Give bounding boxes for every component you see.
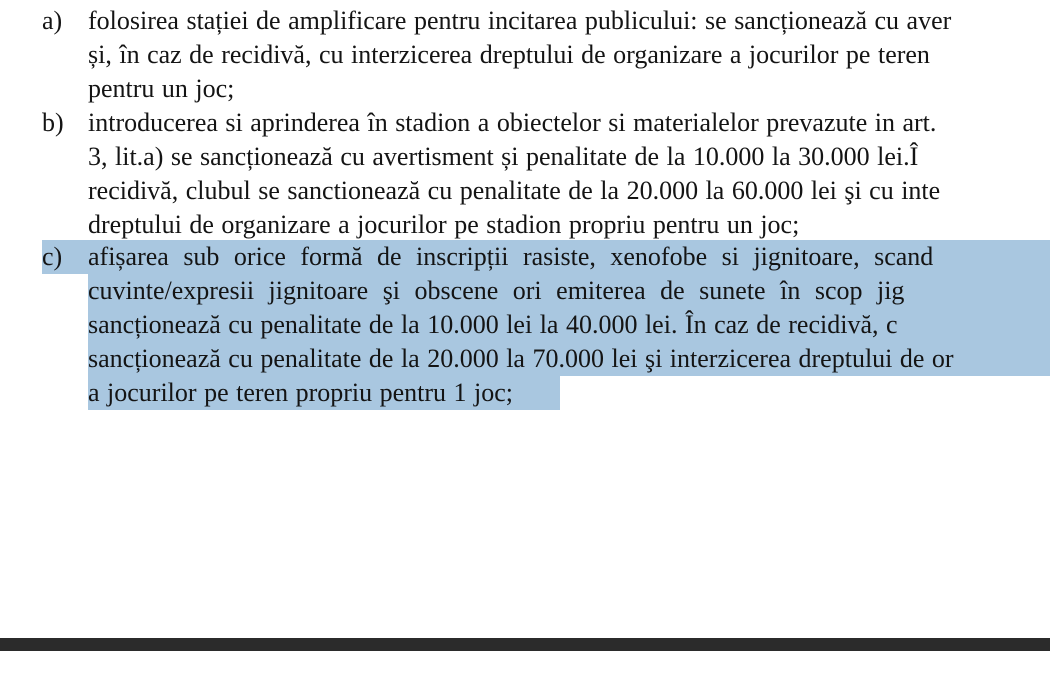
item-c-line-1[interactable]: afișarea sub orice formă de inscripții rasiste, xenofobe si jignitoare, scand	[88, 242, 934, 271]
item-b-line-4[interactable]: dreptului de organizare a jocurilor pe stadion propriu pentru un joc;	[88, 210, 800, 239]
item-c-line-4[interactable]: sancționează cu penalitate de la 20.000 la 70.000 lei şi interzicerea dreptului de or	[88, 344, 954, 373]
list-marker-b: b)	[42, 108, 64, 137]
list-marker-c: c)	[42, 242, 63, 271]
list-marker-a: a)	[42, 6, 63, 35]
item-b-line-3[interactable]: recidivă, clubul se sanctionează cu penalitate de la 20.000 la 60.000 lei şi cu inte	[88, 176, 941, 205]
item-c-line-5[interactable]: a jocurilor pe teren propriu pentru 1 joc;	[88, 378, 514, 407]
item-c-line-3[interactable]: sancționează cu penalitate de la 10.000 lei la 40.000 lei. În caz de recidivă, c	[88, 310, 898, 339]
item-a-line-3[interactable]: pentru un joc;	[88, 74, 235, 103]
item-a-line-1[interactable]: folosirea stației de amplificare pentru incitarea publicului: se sancționează cu aver	[88, 6, 952, 35]
item-c-line-2[interactable]: cuvinte/expresii jignitoare şi obscene ori emiterea de sunete în scop jig	[88, 276, 905, 305]
item-b-line-2[interactable]: 3, lit.a) se sancționează cu avertisment și penalitate de la 10.000 la 30.000 lei.Î	[88, 142, 919, 171]
bottom-toolbar-strip	[0, 638, 1050, 651]
item-b-line-1[interactable]: introducerea si aprinderea în stadion a obiectelor si materialelor prevazute in art.	[88, 108, 937, 137]
item-a-line-2[interactable]: și, în caz de recidivă, cu interzicerea dreptului de organizare a jocurilor pe teren	[88, 40, 930, 69]
